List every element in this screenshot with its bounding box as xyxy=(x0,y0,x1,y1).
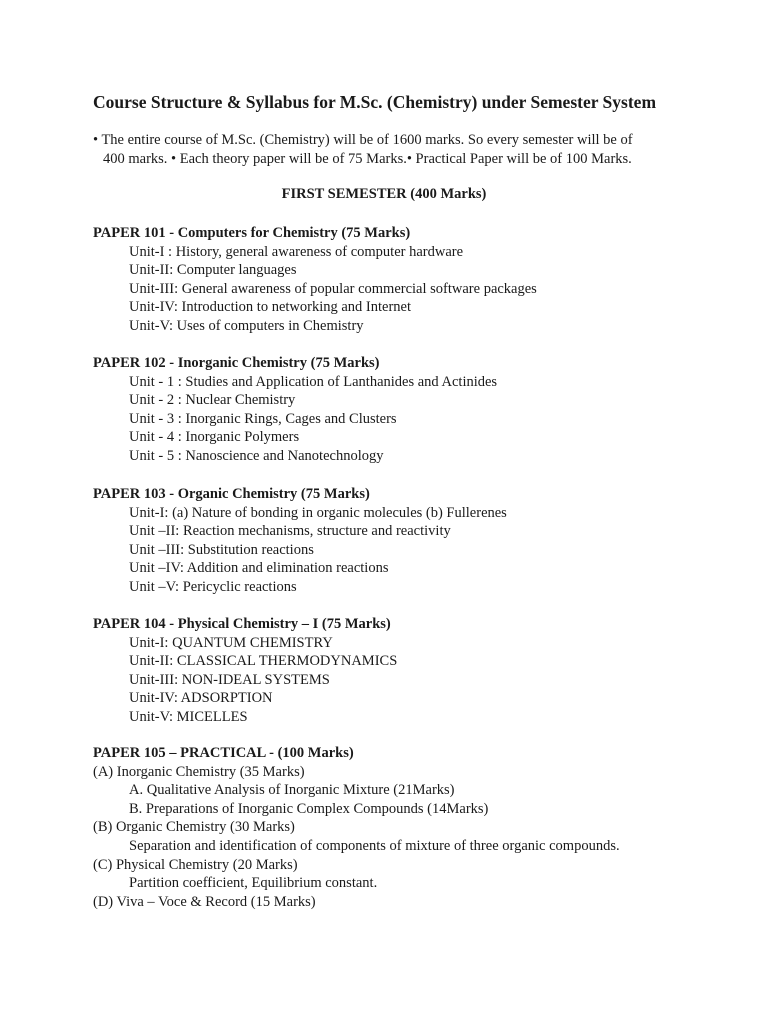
unit-item: Unit-II: Computer languages xyxy=(129,262,297,279)
practical-section-label: (A) Inorganic Chemistry (35 Marks) xyxy=(93,763,305,780)
unit-item: Unit - 3 : Inorganic Rings, Cages and Clusters xyxy=(129,410,397,427)
practical-section-label: (D) Viva – Voce & Record (15 Marks) xyxy=(93,893,316,910)
paper-heading: PAPER 105 – PRACTICAL - (100 Marks) xyxy=(93,745,354,761)
paper-heading: PAPER 104 - Physical Chemistry – I (75 Marks) xyxy=(93,616,391,632)
unit-item: Unit-I: (a) Nature of bonding in organic molecules (b) Fullerenes xyxy=(129,504,507,521)
intro-paragraph xyxy=(93,131,693,169)
unit-item: Unit-V: Uses of computers in Chemistry xyxy=(129,317,364,334)
paper-105-practical-section xyxy=(93,744,713,911)
unit-item: Unit-I : History, general awareness of computer hardware xyxy=(129,243,464,260)
paper-101-section xyxy=(93,224,713,336)
paper-102-section xyxy=(93,354,713,466)
practical-section-label: (B) Organic Chemistry (30 Marks) xyxy=(93,819,295,836)
paper-heading: PAPER 101 - Computers for Chemistry (75 Marks) xyxy=(93,225,411,241)
paper-104-section xyxy=(93,615,713,727)
practical-item: B. Preparations of Inorganic Complex Compounds (14Marks) xyxy=(129,800,489,817)
paper-heading: PAPER 102 - Inorganic Chemistry (75 Marks) xyxy=(93,355,380,371)
unit-item: Unit - 2 : Nuclear Chemistry xyxy=(129,392,296,409)
unit-item: Unit-I: QUANTUM CHEMISTRY xyxy=(129,634,333,651)
document-title: Course Structure & Syllabus for M.Sc. (Chemistry) under Semester System xyxy=(93,92,657,112)
semester-heading: FIRST SEMESTER (400 Marks) xyxy=(281,186,487,202)
unit-item: Unit-III: General awareness of popular commercial software packages xyxy=(129,280,537,297)
unit-item: Unit –III: Substitution reactions xyxy=(129,541,314,558)
unit-item: Unit-II: CLASSICAL THERMODYNAMICS xyxy=(129,653,398,670)
unit-item: Unit-IV: Introduction to networking and Internet xyxy=(129,299,412,316)
paper-heading: PAPER 103 - Organic Chemistry (75 Marks) xyxy=(93,486,370,502)
unit-item: Unit - 4 : Inorganic Polymers xyxy=(129,429,300,446)
unit-item: Unit - 5 : Nanoscience and Nanotechnology xyxy=(129,447,384,464)
intro-line-1: • The entire course of M.Sc. (Chemistry) will be of 1600 marks. So every semester will be of xyxy=(93,132,633,148)
unit-item: Unit-IV: ADSORPTION xyxy=(129,690,273,707)
practical-item: A. Qualitative Analysis of Inorganic Mixture (21Marks) xyxy=(129,782,455,799)
practical-item: Partition coefficient, Equilibrium constant. xyxy=(129,875,378,892)
unit-item: Unit –V: Pericyclic reactions xyxy=(129,578,297,595)
unit-item: Unit-V: MICELLES xyxy=(129,708,248,725)
unit-item: Unit –II: Reaction mechanisms, structure and reactivity xyxy=(129,523,451,540)
paper-103-section xyxy=(93,485,713,597)
intro-line-2: 400 marks. • Each theory paper will be of 75 Marks.• Practical Paper will be of 100 Marks. xyxy=(103,151,632,167)
unit-item: Unit –IV: Addition and elimination reactions xyxy=(129,560,389,577)
practical-item: Separation and identification of components of mixture of three organic compounds. xyxy=(129,837,620,854)
unit-item: Unit-III: NON-IDEAL SYSTEMS xyxy=(129,671,330,688)
unit-item: Unit - 1 : Studies and Application of Lanthanides and Actinides xyxy=(129,373,498,390)
practical-section-label: (C) Physical Chemistry (20 Marks) xyxy=(93,856,298,873)
